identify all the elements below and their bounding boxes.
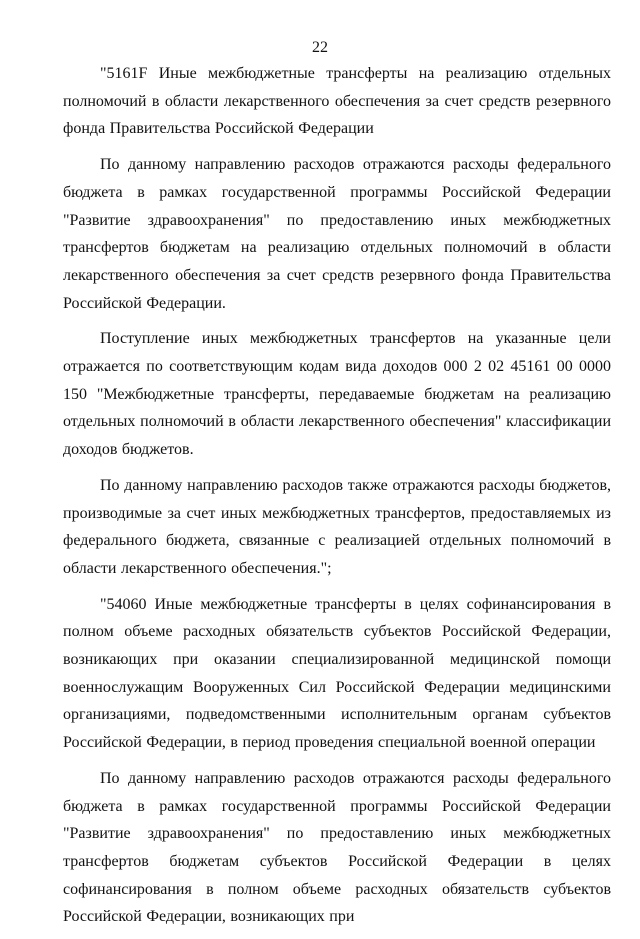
page-number: 22	[312, 39, 328, 56]
paragraph-5161f-income-codes: Поступление иных межбюджетных трансфертов на указанные цели отражается по соответствующим кодам вида доходов 000 2 02 45161 00 0000 150 "Межбюджетные трансферты, передаваемые бюджетам на реализацию отдельных полномочий в области лекарственного обеспечения" классификации доходов бюджетов.	[63, 330, 611, 459]
paragraph-5161f-description: По данному направлению расходов отражаются расходы федерального бюджета в рамках государственной программы Российской Федерации "Развитие здравоохранения" по предоставлению иных межбюджетных трансфертов бюджетам на реализацию отдельных полномочий в области лекарственного обеспечения за счет средств резервного фонда Правительства Российской Федерации.	[63, 156, 611, 312]
paragraph-54060-description: По данному направлению расходов отражаются расходы федерального бюджета в рамках государственной программы Российской Федерации "Развитие здравоохранения" по предоставлению иных межбюджетных трансфертов бюджетам субъектов Российской Федерации в целях софинансирования в полном объеме расходных обязательств субъектов Российской Федерации, возникающих при	[63, 769, 611, 926]
paragraph-5161f-budget-expenses: По данному направлению расходов также отражаются расходы бюджетов, производимые за счет иных межбюджетных трансфертов, предоставляемых из федерального бюджета, связанные с реализацией отдельных полномочий в области лекарственного обеспечения.";	[63, 476, 611, 577]
document-body	[63, 60, 611, 939]
paragraph-54060-heading: "54060 Иные межбюджетные трансферты в целях софинансирования в полном объеме расходных обязательств субъектов Российской Федерации, возникающих при оказании специализированной медицинской помощи военнослужащим Вооруженных Сил Российской Федерации медицинскими организациями, подведомственными исполнительным органам субъектов Российской Федерации, в период проведения специальной военной операции	[63, 595, 611, 752]
paragraph-5161f-heading: "5161F Иные межбюджетные трансферты на реализацию отдельных полномочий в области лекарственного обеспечения за счет средств резервного фонда Правительства Российской Федерации	[63, 65, 611, 138]
